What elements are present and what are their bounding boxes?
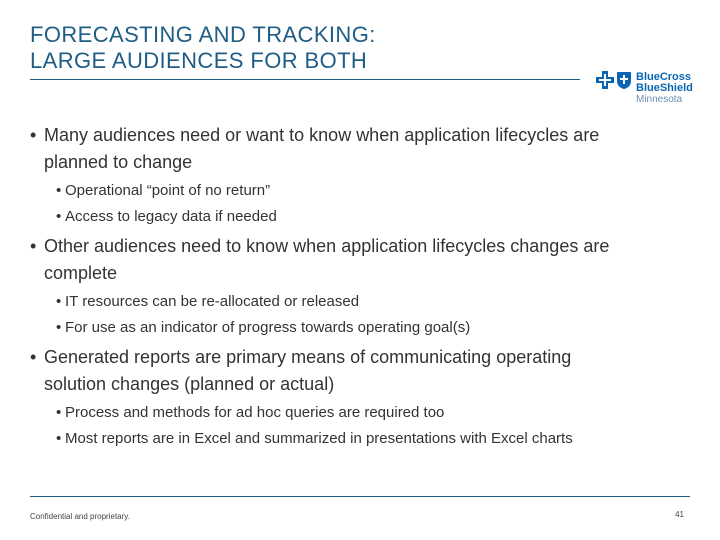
slide-title — [30, 22, 376, 74]
sub-bullet-marker: • — [56, 430, 62, 447]
page-number: 41 — [675, 510, 684, 519]
bullet-3 — [30, 344, 700, 398]
sub-bullet-3-2 — [30, 426, 700, 452]
cross-and-shield-icon — [596, 71, 634, 89]
sub-bullet-text: IT resources can be re-allocated or released — [65, 293, 360, 310]
sub-bullet-text: For use as an indicator of progress towards operating goal(s) — [65, 319, 471, 336]
sub-bullet-1-1 — [30, 178, 700, 204]
sub-bullet-marker: • — [56, 404, 62, 421]
bullet-1-line-1: Many audiences need or want to know when application lifecycles are — [44, 125, 600, 145]
sub-bullet-marker: • — [56, 182, 62, 199]
slide-body — [30, 122, 700, 452]
bullet-2-line-1: Other audiences need to know when application lifecycles changes are — [44, 236, 610, 256]
sub-bullet-text: Access to legacy data if needed — [65, 208, 277, 225]
bullet-3-line-2: solution changes (planned or actual) — [44, 374, 335, 394]
sub-bullet-2-2 — [30, 315, 700, 341]
footer-confidential: Confidential and proprietary. — [30, 512, 130, 521]
sub-bullet-2-1 — [30, 289, 700, 315]
sub-bullet-text: Process and methods for ad hoc queries are required too — [65, 404, 445, 421]
footer-divider — [30, 496, 690, 497]
bullet-marker: • — [30, 347, 37, 367]
bullet-marker: • — [30, 236, 37, 256]
bcbs-logo — [596, 66, 706, 106]
bullet-2 — [30, 233, 700, 287]
slide-title-line-2: LARGE AUDIENCES FOR BOTH — [30, 48, 368, 73]
bullet-1-line-2: planned to change — [44, 152, 193, 172]
logo-text-minnesota: Minnesota — [636, 94, 683, 105]
title-divider — [30, 79, 580, 80]
sub-bullet-1-2 — [30, 204, 700, 230]
bullet-marker: • — [30, 125, 37, 145]
sub-bullet-3-1 — [30, 400, 700, 426]
sub-bullet-marker: • — [56, 319, 62, 336]
logo-text-bluecross: BlueCross — [636, 71, 692, 83]
sub-bullet-text: Operational “point of no return” — [65, 182, 271, 199]
sub-bullet-marker: • — [56, 293, 62, 310]
slide-title-line-1: FORECASTING AND TRACKING: — [30, 22, 376, 47]
sub-bullet-marker: • — [56, 208, 62, 225]
bullet-1 — [30, 122, 700, 176]
logo-text-blueshield: BlueShield — [636, 82, 693, 94]
bullet-3-line-1: Generated reports are primary means of communicating operating — [44, 347, 572, 367]
bullet-2-line-2: complete — [44, 263, 118, 283]
sub-bullet-text: Most reports are in Excel and summarized in presentations with Excel charts — [65, 430, 573, 447]
